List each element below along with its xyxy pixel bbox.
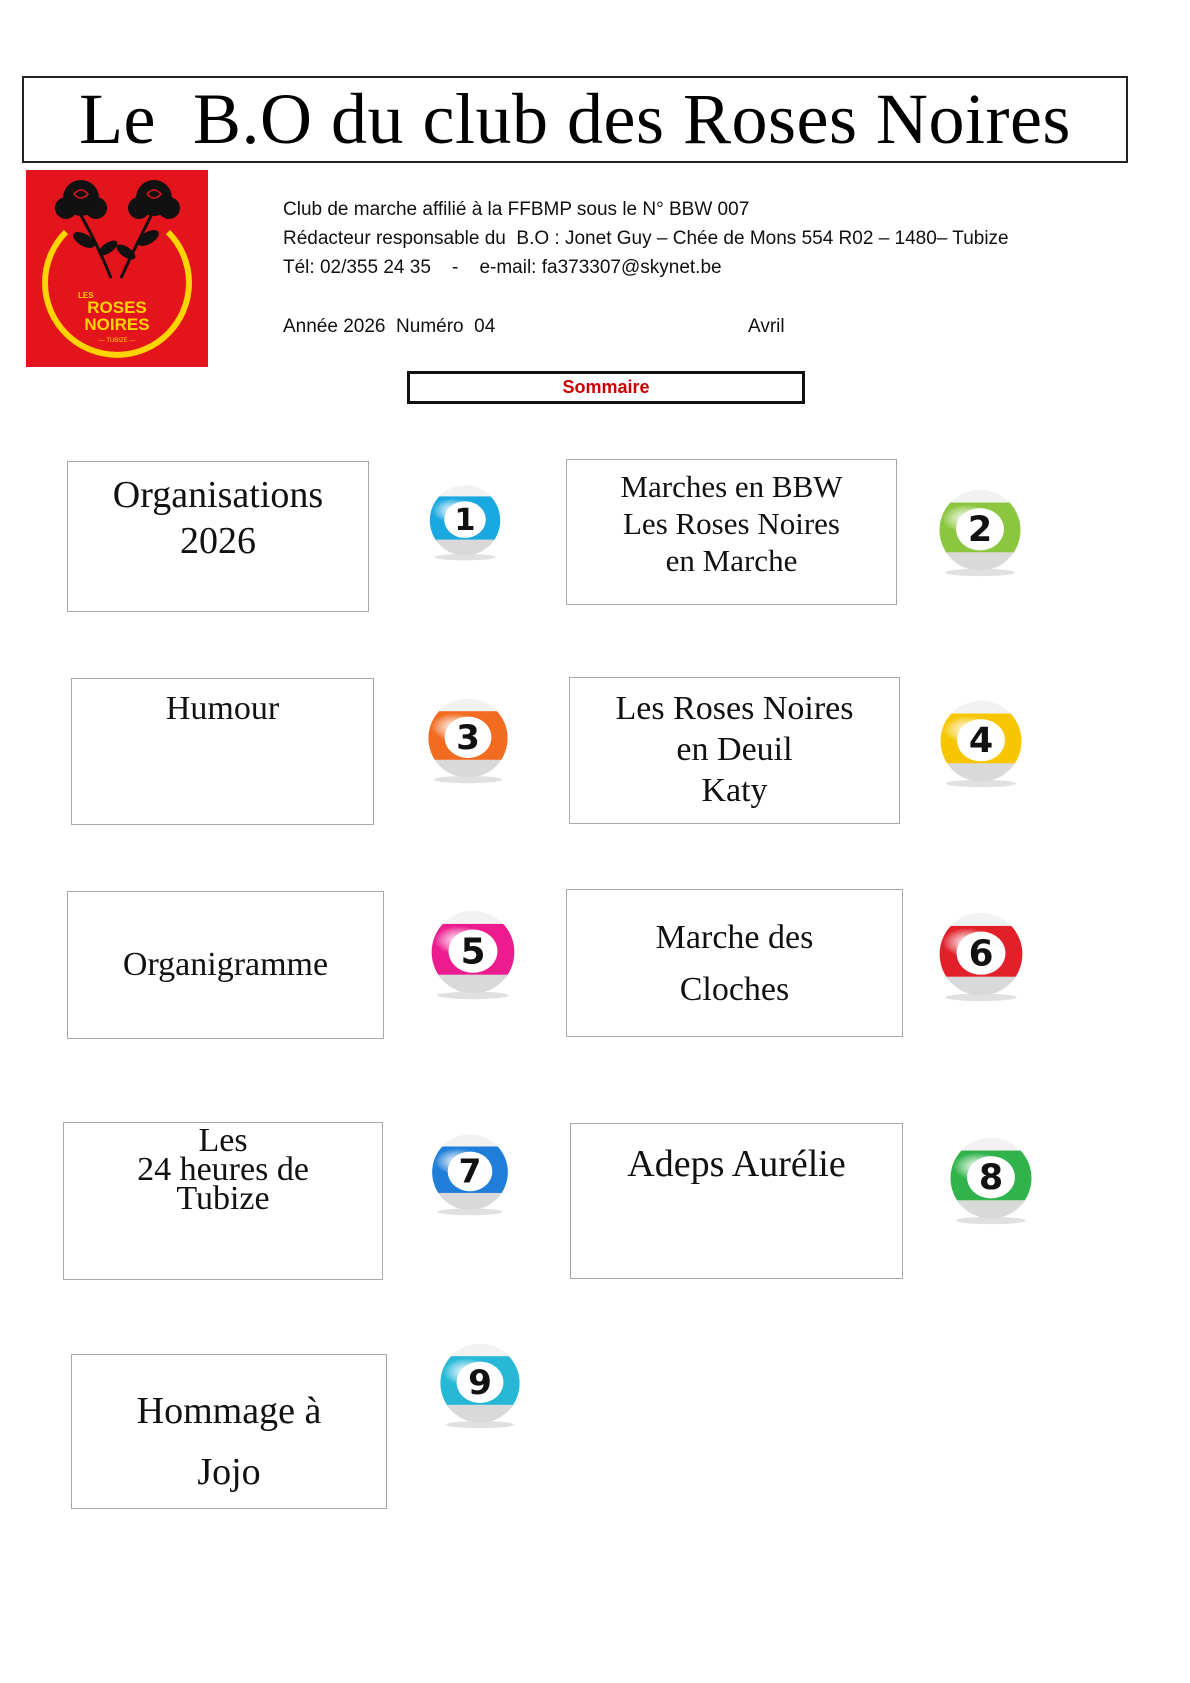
toc-item-2-line-1: Marches en BBW [620,469,843,504]
info-editor: Rédacteur responsable du B.O : Jonet Guy – Chée de Mons 554 R02 – 1480– Tubize [283,228,1009,249]
logo-ring [45,232,189,355]
toc-item-6[interactable] [566,889,903,1037]
ball-6-icon [934,909,1028,1003]
ball-6-number: 6 [968,933,994,975]
toc-item-8[interactable] [570,1123,903,1279]
toc-item-7[interactable] [63,1122,383,1280]
newsletter-title: Le B.O du club des Roses Noires [79,79,1071,159]
ball-8-number: 8 [978,1158,1004,1199]
roses-logo-icon [26,170,208,367]
ball-7-icon [427,1131,513,1217]
toc-item-8-line-1: Adeps Aurélie [627,1143,846,1185]
toc-item-7-line-2: 24 heures de [137,1151,309,1188]
ball-1-icon [425,482,505,562]
toc-item-3[interactable] [71,678,374,825]
info-contact: Tél: 02/355 24 35 - e-mail: fa373307@skynet.be [283,257,722,278]
toc-item-9[interactable] [71,1354,387,1509]
ball-4-number: 4 [968,721,994,762]
toc-item-6-line-1: Marche des [655,919,814,956]
club-logo [26,170,208,367]
toc-item-4-line-2: en Deuil [676,731,793,768]
toc-item-2[interactable] [566,459,897,605]
logo-small-text: LES [78,291,94,300]
toc-item-6-line-2: Cloches [679,971,790,1008]
ball-3-number: 3 [456,718,480,758]
toc-item-2-line-3: en Marche [665,543,798,578]
ball-5-number: 5 [460,931,486,973]
toc-item-1[interactable] [67,461,369,612]
ball-8-icon [945,1134,1037,1226]
toc-item-5-line-1: Organigramme [122,946,329,983]
toc-item-3-line-1: Humour [165,690,280,727]
toc-item-7-line-1: Les [198,1122,248,1159]
toc-item-9-line-2: Jojo [197,1451,261,1493]
info-issue: Année 2026 Numéro 04 [283,316,496,337]
toc-item-2-line-2: Les Roses Noires [623,506,840,541]
info-month: Avril [748,316,785,337]
toc-item-9-line-1: Hommage à [136,1390,322,1432]
toc-item-7-line-3: Tubize [176,1180,270,1217]
toc-item-4-line-3: Katy [701,772,768,809]
sommaire-label: Sommaire [562,377,650,397]
ball-9-number: 9 [468,1363,492,1403]
toc-item-4-line-1: Les Roses Noires [615,690,854,727]
logo-town-text: — TUBIZE — [98,338,136,344]
ball-3-icon [423,695,513,785]
ball-2-icon [934,486,1026,578]
ball-2-number: 2 [967,510,993,551]
newsletter-title-box [22,76,1128,163]
toc-item-5[interactable] [67,891,384,1039]
info-affiliation: Club de marche affilié à la FFBMP sous le N° BBW 007 [283,199,750,220]
logo-noires-text: NOIRES [84,315,150,334]
toc-item-1-line-2: 2026 [180,520,256,562]
ball-1-number: 1 [454,503,476,538]
toc-item-1-line-1: Organisations [112,474,324,516]
sommaire-box [407,371,805,404]
logo-roses-text: ROSES [87,298,147,317]
ball-7-number: 7 [458,1152,482,1191]
toc-item-4[interactable] [569,677,900,824]
ball-5-icon [426,907,520,1001]
ball-9-icon [435,1340,525,1430]
ball-4-icon [935,697,1027,789]
